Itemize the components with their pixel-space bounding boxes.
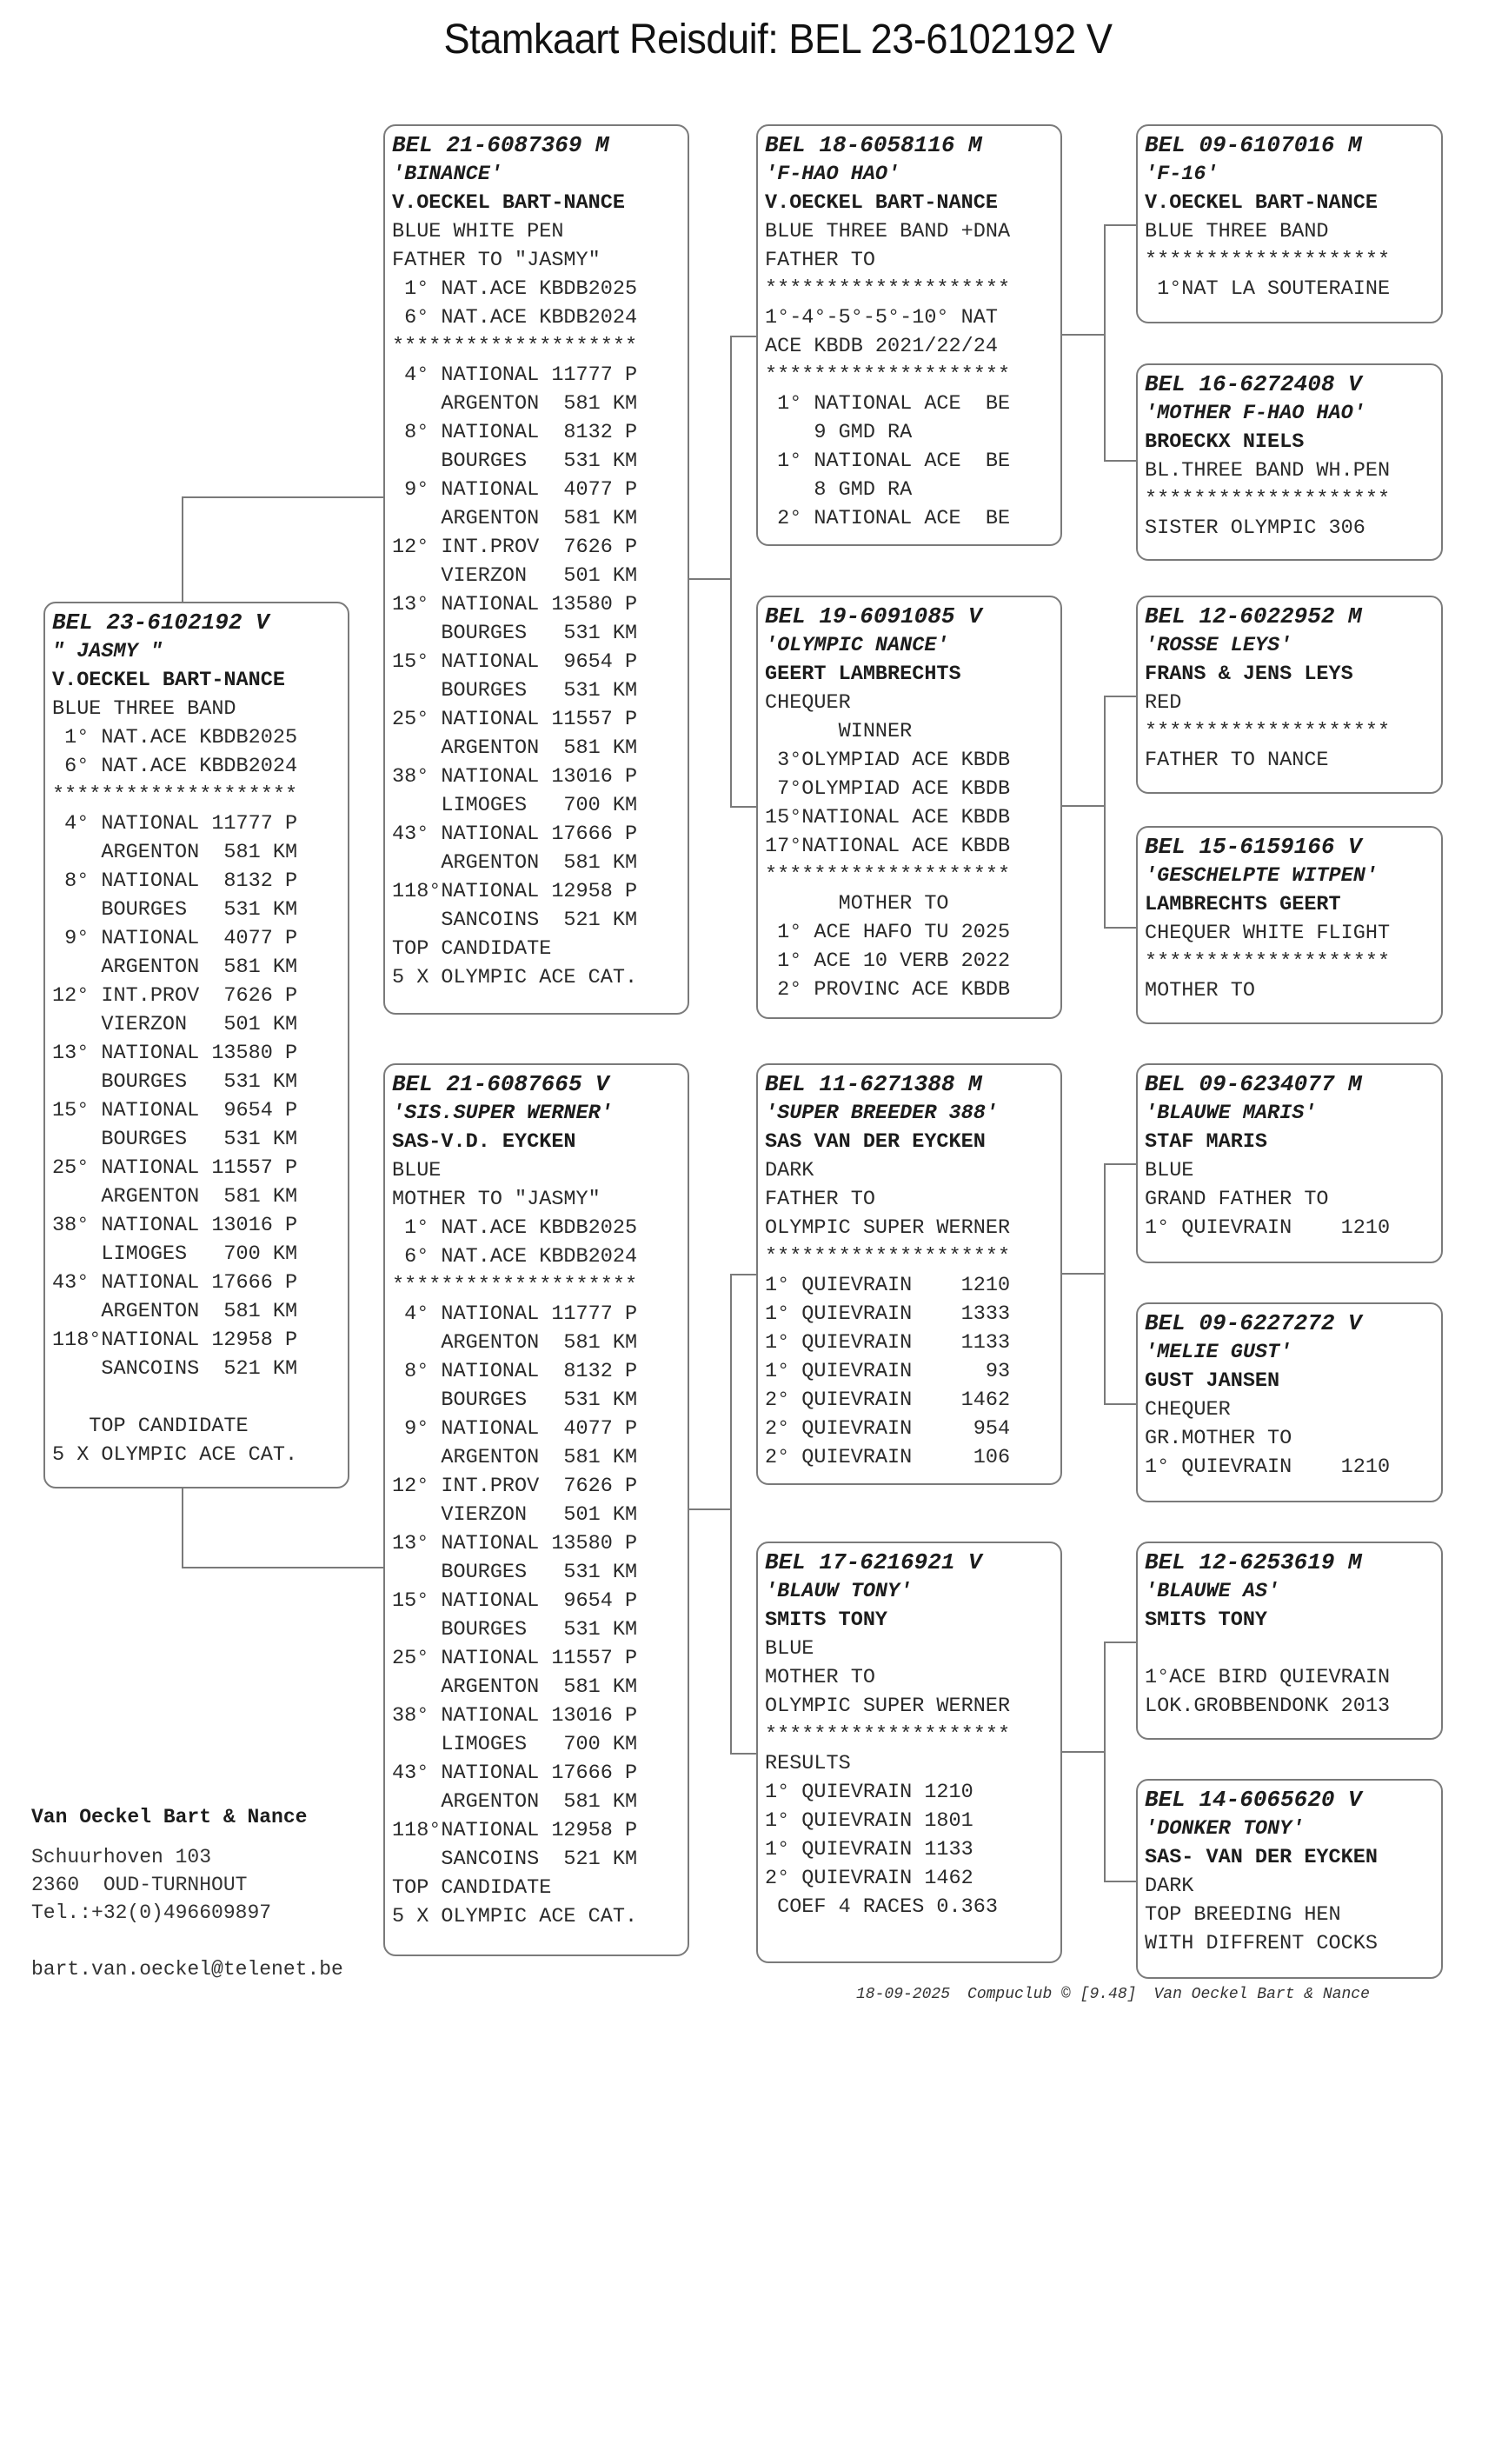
- detail-line: 38° NATIONAL 13016 P: [52, 1214, 298, 1237]
- detail-line: [52, 1383, 348, 1412]
- pigeon-card-mfm[interactable]: [1136, 1302, 1443, 1502]
- owner-name: FRANS & JENS LEYS: [1145, 663, 1353, 686]
- detail-line: 43° NATIONAL 17666 P: [52, 1271, 298, 1295]
- detail-line: 13° NATIONAL 13580 P: [392, 1532, 638, 1555]
- detail-line: SISTER OLYMPIC 306: [1145, 516, 1365, 540]
- detail-line: FATHER TO NANCE: [1145, 749, 1329, 772]
- detail-line: VIERZON 501 KM: [392, 564, 638, 588]
- owner-name: SAS- VAN DER EYCKEN: [1145, 1846, 1378, 1869]
- connector-subject-to-mother-h: [182, 1567, 383, 1568]
- detail-line: FATHER TO: [765, 249, 875, 272]
- detail-line: BLUE THREE BAND +DNA: [765, 220, 1011, 243]
- pigeon-name: 'GESCHELPTE WITPEN': [1145, 864, 1378, 888]
- detail-line: 8° NATIONAL 8132 P: [392, 1360, 638, 1383]
- pigeon-card-fff[interactable]: [1136, 124, 1443, 323]
- page-title: Stamkaart Reisduif: BEL 23-6102192 V: [443, 17, 1113, 63]
- connector-father-to-fm: [730, 806, 756, 808]
- owner-name: STAF MARIS: [1145, 1130, 1268, 1154]
- ring-number: BEL 09-6234077 M: [1145, 1071, 1362, 1097]
- detail-line: BOURGES 531 KM: [52, 1128, 298, 1151]
- detail-line: 4° NATIONAL 11777 P: [52, 812, 298, 836]
- detail-line: MOTHER TO: [765, 892, 949, 916]
- owner-name: SAS-V.D. EYCKEN: [392, 1130, 576, 1154]
- connector-mother-to-mm: [730, 1753, 756, 1755]
- ring-number: BEL 11-6271388 M: [765, 1071, 982, 1097]
- detail-line: 4° NATIONAL 11777 P: [392, 1302, 638, 1326]
- detail-line: 8 GMD RA: [765, 478, 913, 502]
- detail-line: BLUE THREE BAND: [1145, 220, 1329, 243]
- connector-mother-branch: [730, 1274, 732, 1754]
- detail-line: 2° QUIEVRAIN 106: [765, 1446, 1011, 1469]
- detail-line: WINNER: [765, 720, 913, 743]
- detail-line: VIERZON 501 KM: [392, 1503, 638, 1527]
- detail-line: 1°ACE BIRD QUIEVRAIN: [1145, 1666, 1391, 1689]
- detail-line: TOP BREEDING HEN: [1145, 1903, 1341, 1927]
- detail-line: 1° ACE HAFO TU 2025: [765, 921, 1011, 944]
- detail-line: TOP CANDIDATE: [392, 937, 552, 961]
- detail-line: 5 X OLYMPIC ACE CAT.: [392, 966, 638, 989]
- pigeon-card-father[interactable]: [383, 124, 689, 1015]
- owner-name: GUST JANSEN: [1145, 1369, 1280, 1393]
- detail-line: 1° QUIEVRAIN 1210: [1145, 1455, 1391, 1479]
- ring-number: BEL 21-6087665 V: [392, 1071, 609, 1097]
- detail-line: CHEQUER WHITE FLIGHT: [1145, 922, 1391, 945]
- detail-line: ARGENTON 581 KM: [52, 956, 298, 979]
- detail-line: BOURGES 531 KM: [392, 679, 638, 703]
- detail-line: 1°-4°-5°-5°-10° NAT: [765, 306, 998, 330]
- ring-number: BEL 14-6065620 V: [1145, 1787, 1362, 1813]
- detail-line: ********************: [765, 363, 1011, 387]
- detail-line: 1° QUIEVRAIN 1210: [765, 1274, 1011, 1297]
- detail-line: WITH DIFFRENT COCKS: [1145, 1932, 1378, 1955]
- pigeon-card-mmf[interactable]: [1136, 1542, 1443, 1740]
- detail-line: CHEQUER: [765, 691, 851, 715]
- connector-subject-to-father: [182, 496, 183, 602]
- detail-line: OLYMPIC SUPER WERNER: [765, 1695, 1011, 1718]
- detail-line: 1° QUIEVRAIN 1133: [765, 1838, 973, 1861]
- ring-number: BEL 12-6253619 M: [1145, 1549, 1362, 1575]
- detail-line: 1° NATIONAL ACE BE: [765, 450, 1011, 473]
- detail-line: BOURGES 531 KM: [392, 1618, 638, 1642]
- ring-number: BEL 15-6159166 V: [1145, 834, 1362, 860]
- pigeon-card-ffm[interactable]: [1136, 363, 1443, 561]
- owner-name: V.OECKEL BART-NANCE: [52, 669, 285, 692]
- ring-number: BEL 21-6087369 M: [392, 132, 609, 158]
- pigeon-card-fmf[interactable]: [1136, 596, 1443, 794]
- detail-line: 4° NATIONAL 11777 P: [392, 363, 638, 387]
- connector-fm-out: [1062, 805, 1104, 807]
- owner-name: V.OECKEL BART-NANCE: [392, 191, 625, 215]
- detail-line: ARGENTON 581 KM: [392, 851, 638, 875]
- detail-line: BL.THREE BAND WH.PEN: [1145, 459, 1391, 483]
- detail-line: 12° INT.PROV 7626 P: [392, 1475, 638, 1498]
- detail-line: 2° QUIEVRAIN 1462: [765, 1388, 1011, 1412]
- owner-name: GEERT LAMBRECHTS: [765, 663, 961, 686]
- detail-line: BOURGES 531 KM: [392, 1561, 638, 1584]
- detail-line: BLUE: [765, 1637, 814, 1661]
- detail-line: BLUE: [392, 1159, 442, 1182]
- connector-mf-to-mfm: [1104, 1403, 1136, 1405]
- pigeon-name: 'BLAUWE AS': [1145, 1580, 1280, 1603]
- detail-line: BOURGES 531 KM: [52, 1070, 298, 1094]
- detail-line: 5 X OLYMPIC ACE CAT.: [392, 1905, 638, 1928]
- detail-line: 38° NATIONAL 13016 P: [392, 1704, 638, 1728]
- connector-fm-branch: [1104, 696, 1106, 929]
- detail-line: 2° QUIEVRAIN 1462: [765, 1867, 973, 1890]
- detail-line: ARGENTON 581 KM: [52, 1185, 298, 1209]
- detail-line: LIMOGES 700 KM: [392, 1733, 638, 1756]
- detail-line: MOTHER TO: [1145, 979, 1255, 1002]
- connector-ff-branch: [1104, 224, 1106, 461]
- detail-line: BOURGES 531 KM: [52, 898, 298, 922]
- detail-line: DARK: [765, 1159, 814, 1182]
- detail-line: ARGENTON 581 KM: [392, 1331, 638, 1355]
- detail-line: 13° NATIONAL 13580 P: [392, 593, 638, 616]
- detail-line: LIMOGES 700 KM: [52, 1242, 298, 1266]
- detail-line: 7°OLYMPIAD ACE KBDB: [765, 777, 1011, 801]
- detail-line: FATHER TO "JASMY": [392, 249, 601, 272]
- owner-name: SMITS TONY: [765, 1608, 888, 1632]
- pigeon-name: 'SIS.SUPER WERNER': [392, 1102, 613, 1125]
- detail-line: 3°OLYMPIAD ACE KBDB: [765, 749, 1011, 772]
- detail-line: 25° NATIONAL 11557 P: [392, 708, 638, 731]
- detail-line: 2° QUIEVRAIN 954: [765, 1417, 1011, 1441]
- connector-mf-out: [1062, 1273, 1104, 1275]
- pigeon-name: 'F-16': [1145, 163, 1219, 186]
- connector-father-out: [689, 578, 730, 580]
- detail-line: LIMOGES 700 KM: [392, 794, 638, 817]
- connector-ff-out: [1062, 334, 1104, 336]
- detail-line: BLUE WHITE PEN: [392, 220, 564, 243]
- detail-line: MOTHER TO: [765, 1666, 875, 1689]
- breeder-street: Schuurhoven 103: [31, 1846, 212, 1868]
- footer-software: Compuclub © [9.48]: [967, 1986, 1137, 2003]
- detail-line: BOURGES 531 KM: [392, 1388, 638, 1412]
- detail-line: TOP CANDIDATE: [52, 1415, 249, 1438]
- breeder-phone: Tel.:+32(0)496609897: [31, 1901, 272, 1924]
- detail-line: 2° NATIONAL ACE BE: [765, 507, 1011, 530]
- detail-line: 1° QUIEVRAIN 1333: [765, 1302, 1011, 1326]
- detail-line: RESULTS: [765, 1752, 851, 1775]
- detail-line: BOURGES 531 KM: [392, 450, 638, 473]
- owner-name: V.OECKEL BART-NANCE: [765, 191, 998, 215]
- detail-line: ********************: [1145, 249, 1391, 272]
- detail-line: ARGENTON 581 KM: [52, 1300, 298, 1323]
- ring-number: BEL 09-6227272 V: [1145, 1310, 1362, 1336]
- detail-line: 118°NATIONAL 12958 P: [52, 1329, 298, 1352]
- detail-line: 1° NAT.ACE KBDB2025: [392, 277, 638, 301]
- connector-mf-branch: [1104, 1163, 1106, 1404]
- breeder-city: 2360 OUD-TURNHOUT: [31, 1874, 248, 1896]
- detail-line: 6° NAT.ACE KBDB2024: [392, 1245, 638, 1269]
- detail-line: ARGENTON 581 KM: [392, 392, 638, 416]
- connector-ff-to-fff: [1104, 224, 1136, 226]
- detail-line: BOURGES 531 KM: [392, 622, 638, 645]
- detail-line: ********************: [765, 1245, 1011, 1269]
- detail-line: 118°NATIONAL 12958 P: [392, 880, 638, 903]
- detail-line: 5 X OLYMPIC ACE CAT.: [52, 1443, 298, 1467]
- detail-line: GR.MOTHER TO: [1145, 1427, 1292, 1450]
- detail-line: ********************: [1145, 488, 1391, 511]
- detail-line: 8° NATIONAL 8132 P: [52, 869, 298, 893]
- detail-line: 43° NATIONAL 17666 P: [392, 1761, 638, 1785]
- detail-line: 13° NATIONAL 13580 P: [52, 1042, 298, 1065]
- pigeon-card-father-father[interactable]: [756, 124, 1062, 546]
- owner-name: SMITS TONY: [1145, 1608, 1268, 1632]
- ring-number: BEL 23-6102192 V: [52, 609, 269, 636]
- connector-mother-out: [689, 1508, 730, 1510]
- detail-line: ********************: [1145, 950, 1391, 974]
- connector-mm-branch: [1104, 1642, 1106, 1881]
- detail-line: MOTHER TO "JASMY": [392, 1188, 601, 1211]
- footer-date: 18-09-2025: [856, 1986, 951, 2003]
- detail-line: ********************: [392, 1274, 638, 1297]
- detail-line: 9° NATIONAL 4077 P: [52, 927, 298, 950]
- detail-line: LOK.GROBBENDONK 2013: [1145, 1695, 1391, 1718]
- detail-line: ********************: [52, 783, 298, 807]
- pigeon-card-fmm[interactable]: [1136, 826, 1443, 1024]
- breeder-name: Van Oeckel Bart & Nance: [31, 1806, 308, 1828]
- ring-number: BEL 18-6058116 M: [765, 132, 982, 158]
- detail-line: 17°NATIONAL ACE KBDB: [765, 835, 1011, 858]
- connector-mm-out: [1062, 1751, 1104, 1753]
- owner-name: V.OECKEL BART-NANCE: [1145, 191, 1378, 215]
- detail-line: 38° NATIONAL 13016 P: [392, 765, 638, 789]
- owner-name: SAS VAN DER EYCKEN: [765, 1130, 986, 1154]
- connector-father-to-ff: [730, 336, 756, 337]
- detail-line: ********************: [392, 335, 638, 358]
- detail-line: ARGENTON 581 KM: [392, 1446, 638, 1469]
- pigeon-name: " JASMY ": [52, 640, 163, 663]
- detail-line: 1° ACE 10 VERB 2022: [765, 949, 1011, 973]
- pigeon-name: 'F-HAO HAO': [765, 163, 900, 186]
- pigeon-name: 'MOTHER F-HAO HAO': [1145, 402, 1365, 425]
- detail-line: 6° NAT.ACE KBDB2024: [392, 306, 638, 330]
- detail-line: 43° NATIONAL 17666 P: [392, 822, 638, 846]
- owner-name: BROECKX NIELS: [1145, 430, 1305, 454]
- detail-line: OLYMPIC SUPER WERNER: [765, 1216, 1011, 1240]
- connector-fm-to-fmf: [1104, 696, 1136, 697]
- detail-line: BLUE: [1145, 1159, 1194, 1182]
- detail-line: 6° NAT.ACE KBDB2024: [52, 755, 298, 778]
- detail-line: 8° NATIONAL 8132 P: [392, 421, 638, 444]
- detail-line: VIERZON 501 KM: [52, 1013, 298, 1036]
- detail-line: ARGENTON 581 KM: [392, 507, 638, 530]
- detail-line: 15° NATIONAL 9654 P: [392, 1589, 638, 1613]
- detail-line: SANCOINS 521 KM: [392, 1848, 638, 1871]
- detail-line: ARGENTON 581 KM: [392, 736, 638, 760]
- detail-line: 1° NAT.ACE KBDB2025: [52, 726, 298, 749]
- pigeon-name: 'OLYMPIC NANCE': [765, 634, 949, 657]
- ring-number: BEL 09-6107016 M: [1145, 132, 1362, 158]
- detail-line: FATHER TO: [765, 1188, 875, 1211]
- detail-line: ARGENTON 581 KM: [52, 841, 298, 864]
- detail-line: ARGENTON 581 KM: [392, 1675, 638, 1699]
- pigeon-card-mff[interactable]: [1136, 1063, 1443, 1263]
- pigeon-name: 'DONKER TONY': [1145, 1817, 1305, 1841]
- detail-line: SANCOINS 521 KM: [52, 1357, 298, 1381]
- detail-line: 9 GMD RA: [765, 421, 913, 444]
- pigeon-card-mother-mother[interactable]: [756, 1542, 1062, 1963]
- ring-number: BEL 17-6216921 V: [765, 1549, 982, 1575]
- detail-line: 25° NATIONAL 11557 P: [52, 1156, 298, 1180]
- detail-line: RED: [1145, 691, 1182, 715]
- detail-line: 1°NAT LA SOUTERAINE: [1145, 277, 1391, 301]
- pigeon-card-mother-father[interactable]: [756, 1063, 1062, 1485]
- pigeon-name: 'MELIE GUST': [1145, 1341, 1292, 1364]
- connector-fm-to-fmm: [1104, 927, 1136, 929]
- detail-line: 118°NATIONAL 12958 P: [392, 1819, 638, 1842]
- detail-line: BLUE THREE BAND: [52, 697, 236, 721]
- detail-line: COEF 4 RACES 0.363: [765, 1895, 998, 1919]
- detail-line: 9° NATIONAL 4077 P: [392, 1417, 638, 1441]
- owner-name: LAMBRECHTS GEERT: [1145, 893, 1341, 916]
- detail-line: 12° INT.PROV 7626 P: [52, 984, 298, 1008]
- detail-line: 9° NATIONAL 4077 P: [392, 478, 638, 502]
- detail-line: GRAND FATHER TO: [1145, 1188, 1329, 1211]
- detail-line: 1° QUIEVRAIN 1133: [765, 1331, 1011, 1355]
- pigeon-card-subject[interactable]: [43, 602, 349, 1488]
- detail-line: ********************: [765, 863, 1011, 887]
- ring-number: BEL 16-6272408 V: [1145, 371, 1362, 397]
- connector-mother-to-mf: [730, 1274, 756, 1275]
- pigeon-card-mmm[interactable]: [1136, 1779, 1443, 1979]
- detail-line: 15°NATIONAL ACE KBDB: [765, 806, 1011, 829]
- footer: [856, 1986, 1387, 2003]
- pigeon-name: 'SUPER BREEDER 388': [765, 1102, 998, 1125]
- pigeon-name: 'BLAUWE MARIS': [1145, 1102, 1317, 1125]
- detail-line: TOP CANDIDATE: [392, 1876, 552, 1900]
- detail-line: ARGENTON 581 KM: [392, 1790, 638, 1814]
- detail-line: 1° QUIEVRAIN 1801: [765, 1809, 973, 1833]
- breeder-address: [31, 1803, 307, 1927]
- detail-line: SANCOINS 521 KM: [392, 909, 638, 932]
- detail-line: ********************: [765, 277, 1011, 301]
- connector-subject-to-mother: [182, 1488, 183, 1568]
- detail-line: [1145, 1635, 1441, 1663]
- connector-ff-to-ffm: [1104, 460, 1136, 462]
- pigeon-name: 'BLAUW TONY': [765, 1580, 913, 1603]
- detail-line: ********************: [1145, 720, 1391, 743]
- detail-line: DARK: [1145, 1875, 1194, 1898]
- footer-owner: Van Oeckel Bart & Nance: [1153, 1986, 1370, 2003]
- detail-line: 15° NATIONAL 9654 P: [392, 650, 638, 674]
- detail-line: 1° QUIEVRAIN 1210: [765, 1781, 973, 1804]
- ring-number: BEL 12-6022952 M: [1145, 603, 1362, 629]
- connector-subject-to-father-h: [182, 496, 383, 498]
- detail-line: 1° QUIEVRAIN 93: [765, 1360, 1011, 1383]
- breeder-email[interactable]: bart.van.oeckel@telenet.be: [31, 1958, 343, 1981]
- detail-line: ********************: [765, 1723, 1011, 1747]
- connector-mm-to-mmf: [1104, 1642, 1136, 1643]
- pigeon-name: 'ROSSE LEYS': [1145, 634, 1292, 657]
- detail-line: 1° NAT.ACE KBDB2025: [392, 1216, 638, 1240]
- connector-mf-to-mff: [1104, 1163, 1136, 1165]
- connector-father-branch: [730, 336, 732, 807]
- detail-line: CHEQUER: [1145, 1398, 1231, 1422]
- pigeon-card-mother[interactable]: [383, 1063, 689, 1956]
- detail-line: 25° NATIONAL 11557 P: [392, 1647, 638, 1670]
- detail-line: 2° PROVINC ACE KBDB: [765, 978, 1011, 1002]
- pigeon-card-father-mother[interactable]: [756, 596, 1062, 1019]
- detail-line: ACE KBDB 2021/22/24: [765, 335, 998, 358]
- detail-line: 12° INT.PROV 7626 P: [392, 536, 638, 559]
- detail-line: 1° NATIONAL ACE BE: [765, 392, 1011, 416]
- ring-number: BEL 19-6091085 V: [765, 603, 982, 629]
- pigeon-name: 'BINANCE': [392, 163, 502, 186]
- connector-mm-to-mmm: [1104, 1881, 1136, 1882]
- detail-line: 15° NATIONAL 9654 P: [52, 1099, 298, 1122]
- detail-line: 1° QUIEVRAIN 1210: [1145, 1216, 1391, 1240]
